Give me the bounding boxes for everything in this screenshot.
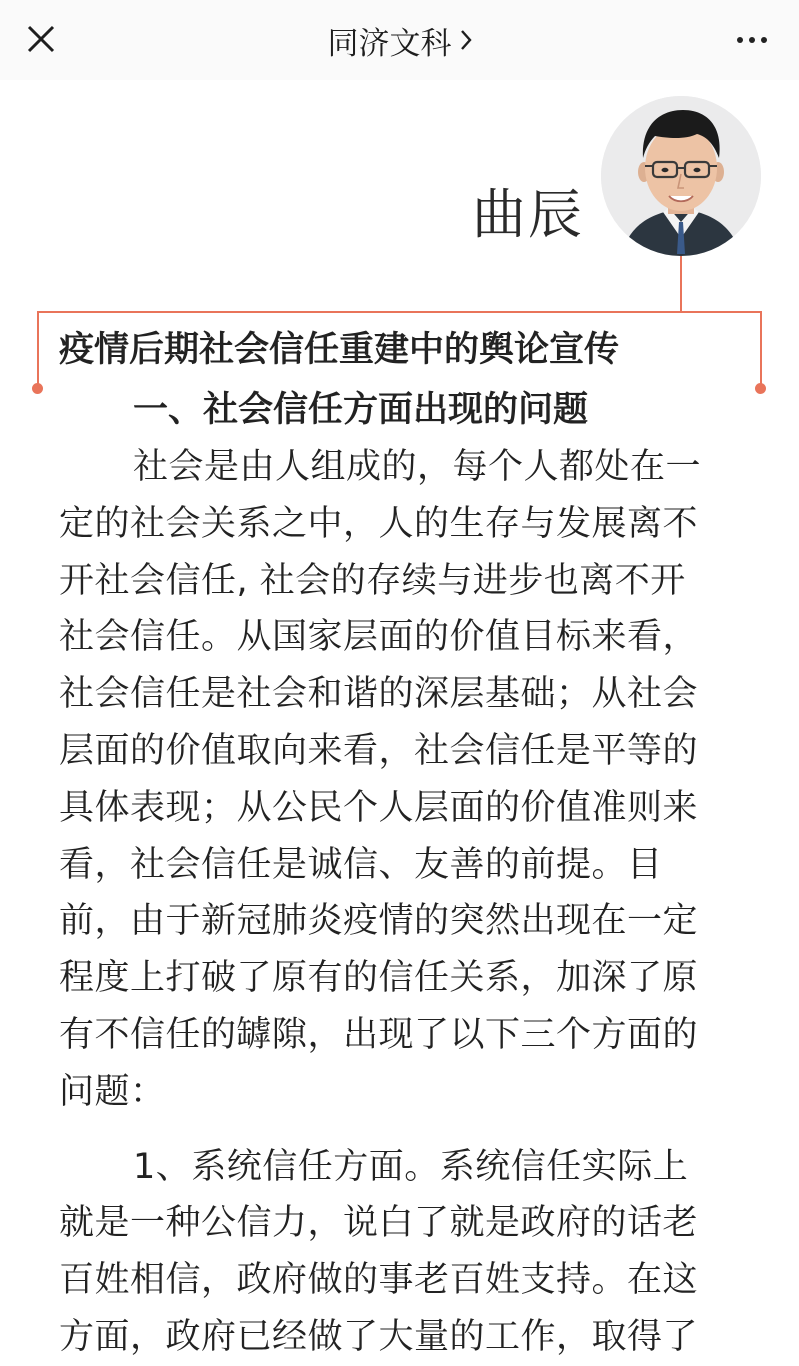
paragraph-line: 方面，政府已经做了大量的工作，取得了	[59, 1316, 699, 1357]
author-portrait-image	[601, 96, 761, 256]
author-avatar	[601, 96, 761, 256]
nav-title-container	[0, 0, 799, 80]
more-dots-icon	[737, 37, 743, 43]
paragraph-line: 社会信任。从国家层面的价值目标来看，	[59, 617, 699, 658]
paragraph-line: 定的社会关系之中，人的生存与发展离不	[59, 503, 699, 544]
paragraph-line: 层面的价值取向来看，社会信任是平等的	[59, 730, 699, 771]
close-icon	[26, 24, 56, 54]
section-heading: 一、社会信任方面出现的问题	[133, 390, 589, 430]
paragraph-line: 社会是由人组成的，每个人都处在一	[133, 447, 702, 487]
paragraph-line: 社会信任是社会和谐的深层基础；从社会	[59, 674, 699, 715]
paragraph-line: 程度上打破了原有的信任关系，加深了原	[59, 958, 699, 999]
paragraph-line: 问题：	[59, 1071, 166, 1112]
paragraph-line: 1、系统信任方面。系统信任实际上	[133, 1146, 689, 1187]
paragraph-line: 具体表现；从公民个人层面的价值准则来	[59, 787, 699, 828]
frame-right-dot	[755, 383, 766, 394]
frame-left-line	[37, 311, 39, 387]
paragraph-line: 就是一种公信力，说白了就是政府的话老	[59, 1203, 699, 1244]
frame-top-line	[37, 311, 762, 313]
paragraph-line: 开社会信任, 社会的存续与进步也离不开	[59, 560, 686, 601]
more-options-button[interactable]	[727, 20, 777, 60]
paragraph-line: 有不信任的罅隙，出现了以下三个方面的	[59, 1014, 699, 1055]
top-nav-bar	[0, 0, 799, 80]
author-name: 曲辰	[472, 183, 584, 246]
close-button[interactable]	[20, 18, 62, 60]
account-name: 同济文科	[327, 25, 452, 62]
chevron-right-icon	[460, 29, 472, 51]
connector-vertical-line	[680, 256, 682, 313]
paragraph-line: 前，由于新冠肺炎疫情的突然出现在一定	[59, 901, 699, 942]
account-name-link[interactable]	[328, 18, 472, 63]
article-title: 疫情后期社会信任重建中的舆论宣传	[59, 330, 620, 370]
frame-left-dot	[32, 383, 43, 394]
article-body	[59, 439, 749, 1366]
paragraph-line: 百姓相信，政府做的事老百姓支持。在这	[59, 1260, 699, 1301]
frame-right-line	[760, 311, 762, 387]
paragraph-line: 看，社会信任是诚信、友善的前提。目	[59, 844, 663, 885]
